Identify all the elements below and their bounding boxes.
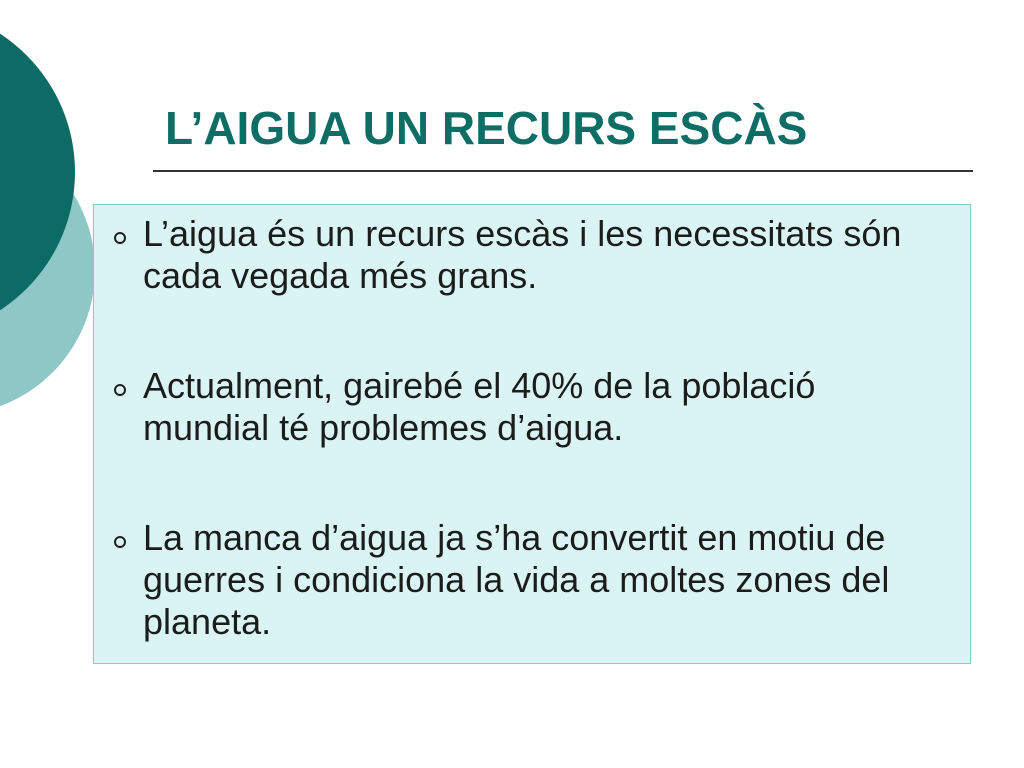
bullet-text: La manca d’aigua ja s’ha convertit en motiu de guerres i condiciona la vida a moltes zones del planeta. (143, 517, 890, 642)
content-box (93, 204, 971, 664)
hollow-circle-bullet-icon (114, 536, 126, 548)
title-divider (153, 170, 973, 172)
bullet-text: L’aigua és un recurs escàs i les necessitats són cada vegada més grans. (143, 213, 902, 296)
hollow-circle-bullet-icon (114, 232, 126, 244)
slide-title: L’AIGUA UN RECURS ESCÀS (165, 102, 808, 154)
hollow-circle-bullet-icon (114, 384, 126, 396)
bullet-text: Actualment, gairebé el 40% de la població mundial té problemes d’aigua. (143, 365, 816, 448)
